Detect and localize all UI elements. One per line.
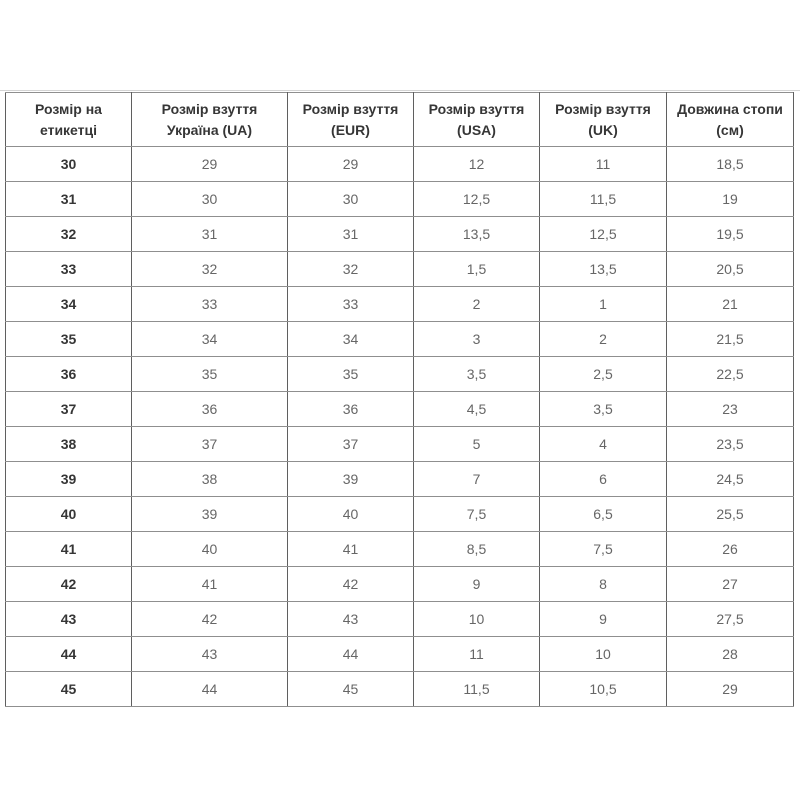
row-label-cell: 45 <box>6 672 132 707</box>
table-cell: 34 <box>288 322 414 357</box>
table-cell: 44 <box>288 637 414 672</box>
row-label-cell: 33 <box>6 252 132 287</box>
table-cell: 29 <box>288 147 414 182</box>
table-cell: 26 <box>667 532 794 567</box>
table-cell: 10 <box>540 637 667 672</box>
table-row <box>6 427 794 462</box>
table-cell: 24,5 <box>667 462 794 497</box>
row-label-cell: 39 <box>6 462 132 497</box>
row-label-cell: 34 <box>6 287 132 322</box>
table-cell: 19 <box>667 182 794 217</box>
table-cell: 44 <box>132 672 288 707</box>
header-uk-size: Розмір взуття (UK) <box>540 93 667 147</box>
table-cell: 9 <box>540 602 667 637</box>
table-cell: 2 <box>540 322 667 357</box>
shoe-size-conversion-table <box>5 92 794 707</box>
table-cell: 30 <box>132 182 288 217</box>
table-cell: 31 <box>288 217 414 252</box>
table-cell: 39 <box>288 462 414 497</box>
header-eur-size: Розмір взуття (EUR) <box>288 93 414 147</box>
table-cell: 39 <box>132 497 288 532</box>
table-row <box>6 462 794 497</box>
table-cell: 11 <box>540 147 667 182</box>
table-header-row <box>6 93 794 147</box>
table-cell: 21 <box>667 287 794 322</box>
table-cell: 40 <box>132 532 288 567</box>
table-cell: 4,5 <box>414 392 540 427</box>
row-label-cell: 36 <box>6 357 132 392</box>
table-cell: 34 <box>132 322 288 357</box>
table-cell: 30 <box>288 182 414 217</box>
table-cell: 6,5 <box>540 497 667 532</box>
row-label-cell: 37 <box>6 392 132 427</box>
table-row <box>6 392 794 427</box>
table-cell: 11,5 <box>414 672 540 707</box>
table-cell: 5 <box>414 427 540 462</box>
table-cell: 33 <box>132 287 288 322</box>
header-ua-size: Розмір взуття Україна (UA) <box>132 93 288 147</box>
table-cell: 35 <box>288 357 414 392</box>
table-cell: 1,5 <box>414 252 540 287</box>
table-cell: 2,5 <box>540 357 667 392</box>
table-cell: 32 <box>288 252 414 287</box>
table-cell: 2 <box>414 287 540 322</box>
table-row <box>6 637 794 672</box>
table-cell: 13,5 <box>540 252 667 287</box>
table-cell: 33 <box>288 287 414 322</box>
table-cell: 38 <box>132 462 288 497</box>
table-cell: 23 <box>667 392 794 427</box>
table-cell: 25,5 <box>667 497 794 532</box>
table-cell: 41 <box>132 567 288 602</box>
table-cell: 45 <box>288 672 414 707</box>
table-cell: 37 <box>288 427 414 462</box>
row-label-cell: 30 <box>6 147 132 182</box>
top-divider <box>0 90 800 91</box>
header-label-size: Розмір на етикетці <box>6 93 132 147</box>
table-cell: 3,5 <box>540 392 667 427</box>
row-label-cell: 41 <box>6 532 132 567</box>
table-cell: 8 <box>540 567 667 602</box>
table-cell: 1 <box>540 287 667 322</box>
table-cell: 22,5 <box>667 357 794 392</box>
table-cell: 20,5 <box>667 252 794 287</box>
table-cell: 28 <box>667 637 794 672</box>
table-cell: 7,5 <box>414 497 540 532</box>
table-row <box>6 182 794 217</box>
table-row <box>6 217 794 252</box>
table-cell: 37 <box>132 427 288 462</box>
table-cell: 42 <box>288 567 414 602</box>
table-cell: 12,5 <box>540 217 667 252</box>
table-cell: 27,5 <box>667 602 794 637</box>
row-label-cell: 35 <box>6 322 132 357</box>
table-cell: 12,5 <box>414 182 540 217</box>
table-cell: 7,5 <box>540 532 667 567</box>
table-cell: 12 <box>414 147 540 182</box>
table-row <box>6 252 794 287</box>
table-cell: 13,5 <box>414 217 540 252</box>
table-cell: 8,5 <box>414 532 540 567</box>
table-cell: 23,5 <box>667 427 794 462</box>
table-cell: 3 <box>414 322 540 357</box>
table-cell: 42 <box>132 602 288 637</box>
row-label-cell: 38 <box>6 427 132 462</box>
table-row <box>6 322 794 357</box>
table-row <box>6 147 794 182</box>
table-row <box>6 672 794 707</box>
table-row <box>6 602 794 637</box>
table-cell: 43 <box>132 637 288 672</box>
table-cell: 40 <box>288 497 414 532</box>
row-label-cell: 43 <box>6 602 132 637</box>
header-foot-length: Довжина стопи (см) <box>667 93 794 147</box>
table-cell: 6 <box>540 462 667 497</box>
table-cell: 7 <box>414 462 540 497</box>
table-cell: 11 <box>414 637 540 672</box>
table-cell: 9 <box>414 567 540 602</box>
table-cell: 29 <box>132 147 288 182</box>
table-cell: 32 <box>132 252 288 287</box>
table-row <box>6 567 794 602</box>
row-label-cell: 44 <box>6 637 132 672</box>
row-label-cell: 42 <box>6 567 132 602</box>
table-cell: 31 <box>132 217 288 252</box>
table-row <box>6 287 794 322</box>
table-cell: 43 <box>288 602 414 637</box>
table-cell: 36 <box>288 392 414 427</box>
table-cell: 36 <box>132 392 288 427</box>
table-row <box>6 532 794 567</box>
table-row <box>6 497 794 532</box>
row-label-cell: 32 <box>6 217 132 252</box>
table-cell: 35 <box>132 357 288 392</box>
table-cell: 11,5 <box>540 182 667 217</box>
table-cell: 10,5 <box>540 672 667 707</box>
table-cell: 19,5 <box>667 217 794 252</box>
table-cell: 4 <box>540 427 667 462</box>
table-cell: 27 <box>667 567 794 602</box>
header-usa-size: Розмір взуття (USA) <box>414 93 540 147</box>
table-body <box>6 147 794 707</box>
table-cell: 18,5 <box>667 147 794 182</box>
table-cell: 3,5 <box>414 357 540 392</box>
table-cell: 41 <box>288 532 414 567</box>
table-row <box>6 357 794 392</box>
table-cell: 29 <box>667 672 794 707</box>
table-cell: 10 <box>414 602 540 637</box>
row-label-cell: 31 <box>6 182 132 217</box>
table-cell: 21,5 <box>667 322 794 357</box>
row-label-cell: 40 <box>6 497 132 532</box>
